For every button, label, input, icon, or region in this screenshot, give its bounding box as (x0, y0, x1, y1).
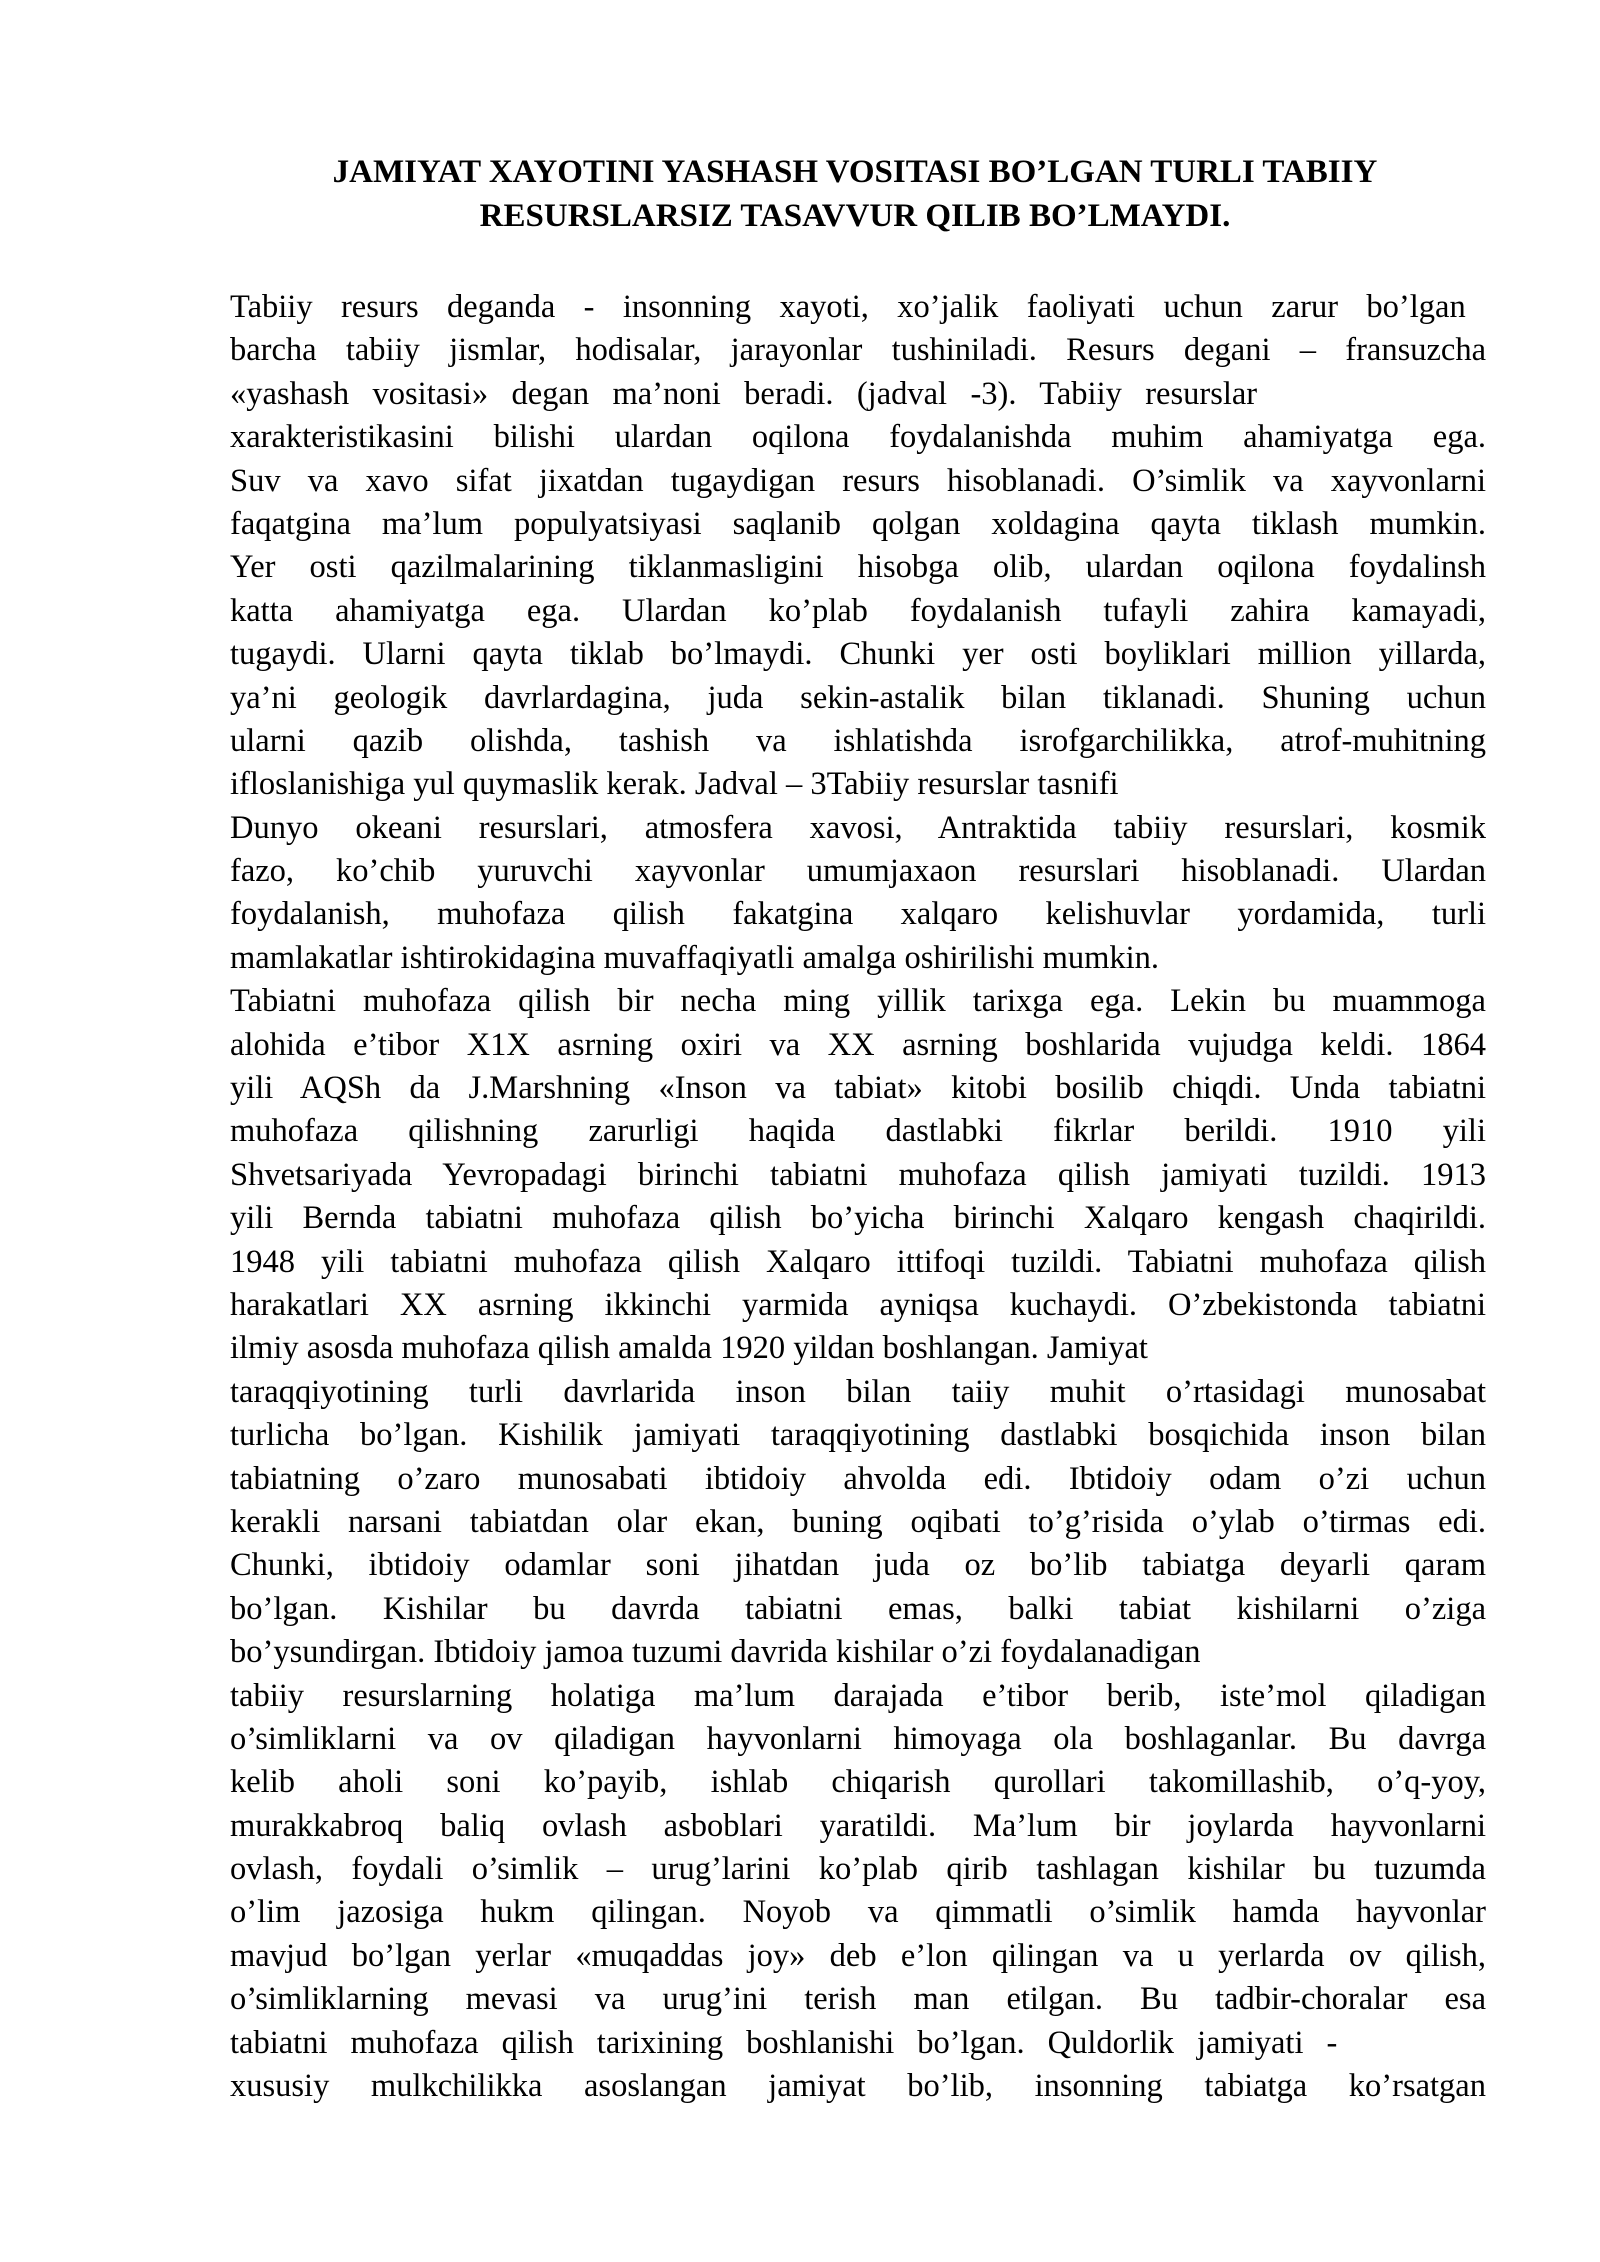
body-text-line: 1948 yili tabiatni muhofaza qilish Xalqaro ittifoqi tuzildi. Tabiatni muhofaza qilish (230, 1243, 1486, 1280)
body-text-line: kelib aholi soni ko’payib, ishlab chiqarish qurollari takomillashib, o’q-yoy, (230, 1764, 1486, 1801)
body-text-line: ifloslanishiga yul quymaslik kerak. Jadval – 3Tabiiy resurslar tasnifi (230, 766, 1119, 803)
body-text-line: faqatgina ma’lum populyatsiyasi saqlanib qolgan xoldagina qayta tiklash mumkin. (230, 505, 1486, 542)
body-text-line: tabiatni muhofaza qilish tarixining boshlanishi bo’lgan. Quldorlik jamiyati - (230, 2024, 1338, 2061)
body-text-line: turlicha bo’lgan. Kishilik jamiyati taraqqiyotining dastlabki bosqichida inson bilan (230, 1417, 1486, 1454)
body-text-line: ilmiy asosda muhofaza qilish amalda 1920 yildan boshlangan. Jamiyat (230, 1330, 1148, 1367)
body-text-line: fazo, ko’chib yuruvchi xayvonlar umumjaxaon resurslari hisoblanadi. Ulardan (230, 853, 1486, 890)
body-text-line: tugaydi. Ularni qayta tiklab bo’lmaydi. Chunki yer osti boyliklari million yillarda, (230, 636, 1486, 673)
body-text-line: ya’ni geologik davrlardagina, juda sekin-astalik bilan tiklanadi. Shuning uchun (230, 679, 1486, 716)
body-text-line: tabiiy resurslarning holatiga ma’lum darajada e’tibor berib, iste’mol qiladigan (230, 1677, 1486, 1714)
body-text-line: xususiy mulkchilikka asoslangan jamiyat bo’lib, insonning tabiatga ko’rsatgan (230, 2068, 1486, 2105)
body-text-line: taraqqiyotining turli davrlarida inson bilan taiiy muhit o’rtasidagi munosabat (230, 1373, 1486, 1410)
body-text-line: Yer osti qazilmalarining tiklanmasligini hisobga olib, ulardan oqilona foydalinsh (230, 549, 1486, 586)
body-text-line: bo’lgan. Kishilar bu davrda tabiatni emas, balki tabiat kishilarni o’ziga (230, 1590, 1486, 1627)
body-text-line: Shvetsariyada Yevropadagi birinchi tabiatni muhofaza qilish jamiyati tuzildi. 1913 (230, 1156, 1486, 1193)
body-text-line: mavjud bo’lgan yerlar «muqaddas joy» deb e’lon qilingan va u yerlarda ov qilish, (230, 1937, 1486, 1974)
body-text-line: o’simliklarni va ov qiladigan hayvonlarni himoyaga ola boshlaganlar. Bu davrga (230, 1720, 1486, 1757)
body-text-line: Suv va xavo sifat jixatdan tugaydigan resurs hisoblanadi. O’simlik va xayvonlarni (230, 462, 1486, 499)
body-text-line: tabiatning o’zaro munosabati ibtidoiy ahvolda edi. Ibtidoiy odam o’zi uchun (230, 1460, 1486, 1497)
title-line-2: RESURSLARSIZ TASAVVUR QILIB BO’LMAYDI. (479, 198, 1231, 234)
body-text-line: o’simliklarning mevasi va urug’ini terish man etilgan. Bu tadbir-choralar esa (230, 1981, 1486, 2018)
body-text-line: Tabiatni muhofaza qilish bir necha ming yillik tarixga ega. Lekin bu muammoga (230, 983, 1486, 1020)
document-title (230, 150, 1480, 238)
body-text-line: Dunyo okeani resurslari, atmosfera xavosi, Antraktida tabiiy resurslari, kosmik (230, 809, 1486, 846)
body-text-line: xarakteristikasini bilishi ulardan oqilona foydalanishda muhim ahamiyatga ega. (230, 419, 1486, 456)
body-text-line: barcha tabiiy jismlar, hodisalar, jarayonlar tushiniladi. Resurs degani – fransuzcha (230, 332, 1486, 369)
body-text-line: ovlash, foydali o’simlik – urug’larini ko’plab qirib tashlagan kishilar bu tuzumda (230, 1851, 1486, 1888)
body-text-line: «yashash vositasi» degan ma’noni beradi. (jadval -3). Tabiiy resurslar (230, 375, 1258, 412)
body-text-line: muhofaza qilishning zarurligi haqida dastlabki fikrlar berildi. 1910 yili (230, 1113, 1486, 1150)
body-text-line: Tabiiy resurs deganda - insonning xayoti, xo’jalik faoliyati uchun zarur bo’lgan (230, 289, 1466, 325)
body-text-line: harakatlari XX asrning ikkinchi yarmida ayniqsa kuchaydi. O’zbekistonda tabiatni (230, 1286, 1486, 1323)
title-line-1: JAMIYAT XAYOTINI YASHASH VOSITASI BO’LGAN TURLI TABIIY (332, 154, 1378, 190)
body-text-line: mamlakatlar ishtirokidagina muvaffaqiyatli amalga oshirilishi mumkin. (230, 939, 1160, 976)
body-text-line: kerakli narsani tabiatdan olar ekan, buning oqibati to’g’risida o’ylab o’tirmas edi. (230, 1503, 1486, 1540)
body-text-line: ularni qazib olishda, tashish va ishlatishda isrofgarchilikka, atrof-muhitning (230, 722, 1486, 759)
body-text-line: o’lim jazosiga hukm qilingan. Noyob va qimmatli o’simlik hamda hayvonlar (230, 1894, 1486, 1931)
body-text-line: foydalanish, muhofaza qilish fakatgina xalqaro kelishuvlar yordamida, turli (230, 896, 1486, 933)
body-text-line: alohida e’tibor X1X asrning oxiri va XX asrning boshlarida vujudga keldi. 1864 (230, 1026, 1486, 1063)
body-text-line: bo’ysundirgan. Ibtidoiy jamoa tuzumi davrida kishilar o’zi foydalanadigan (230, 1634, 1201, 1671)
document-body (230, 286, 1486, 2108)
body-text-line: murakkabroq baliq ovlash asboblari yaratildi. Ma’lum bir joylarda hayvonlarni (230, 1807, 1486, 1844)
body-text-line: Chunki, ibtidoiy odamlar soni jihatdan juda oz bo’lib tabiatga deyarli qaram (230, 1547, 1486, 1584)
body-text-line: yili AQSh da J.Marshning «Inson va tabiat» kitobi bosilib chiqdi. Unda tabiatni (230, 1070, 1486, 1107)
body-text-line: katta ahamiyatga ega. Ulardan ko’plab foydalanish tufayli zahira kamayadi, (230, 592, 1486, 629)
body-text-line: yili Bernda tabiatni muhofaza qilish bo’yicha birinchi Xalqaro kengash chaqirildi. (230, 1200, 1486, 1237)
